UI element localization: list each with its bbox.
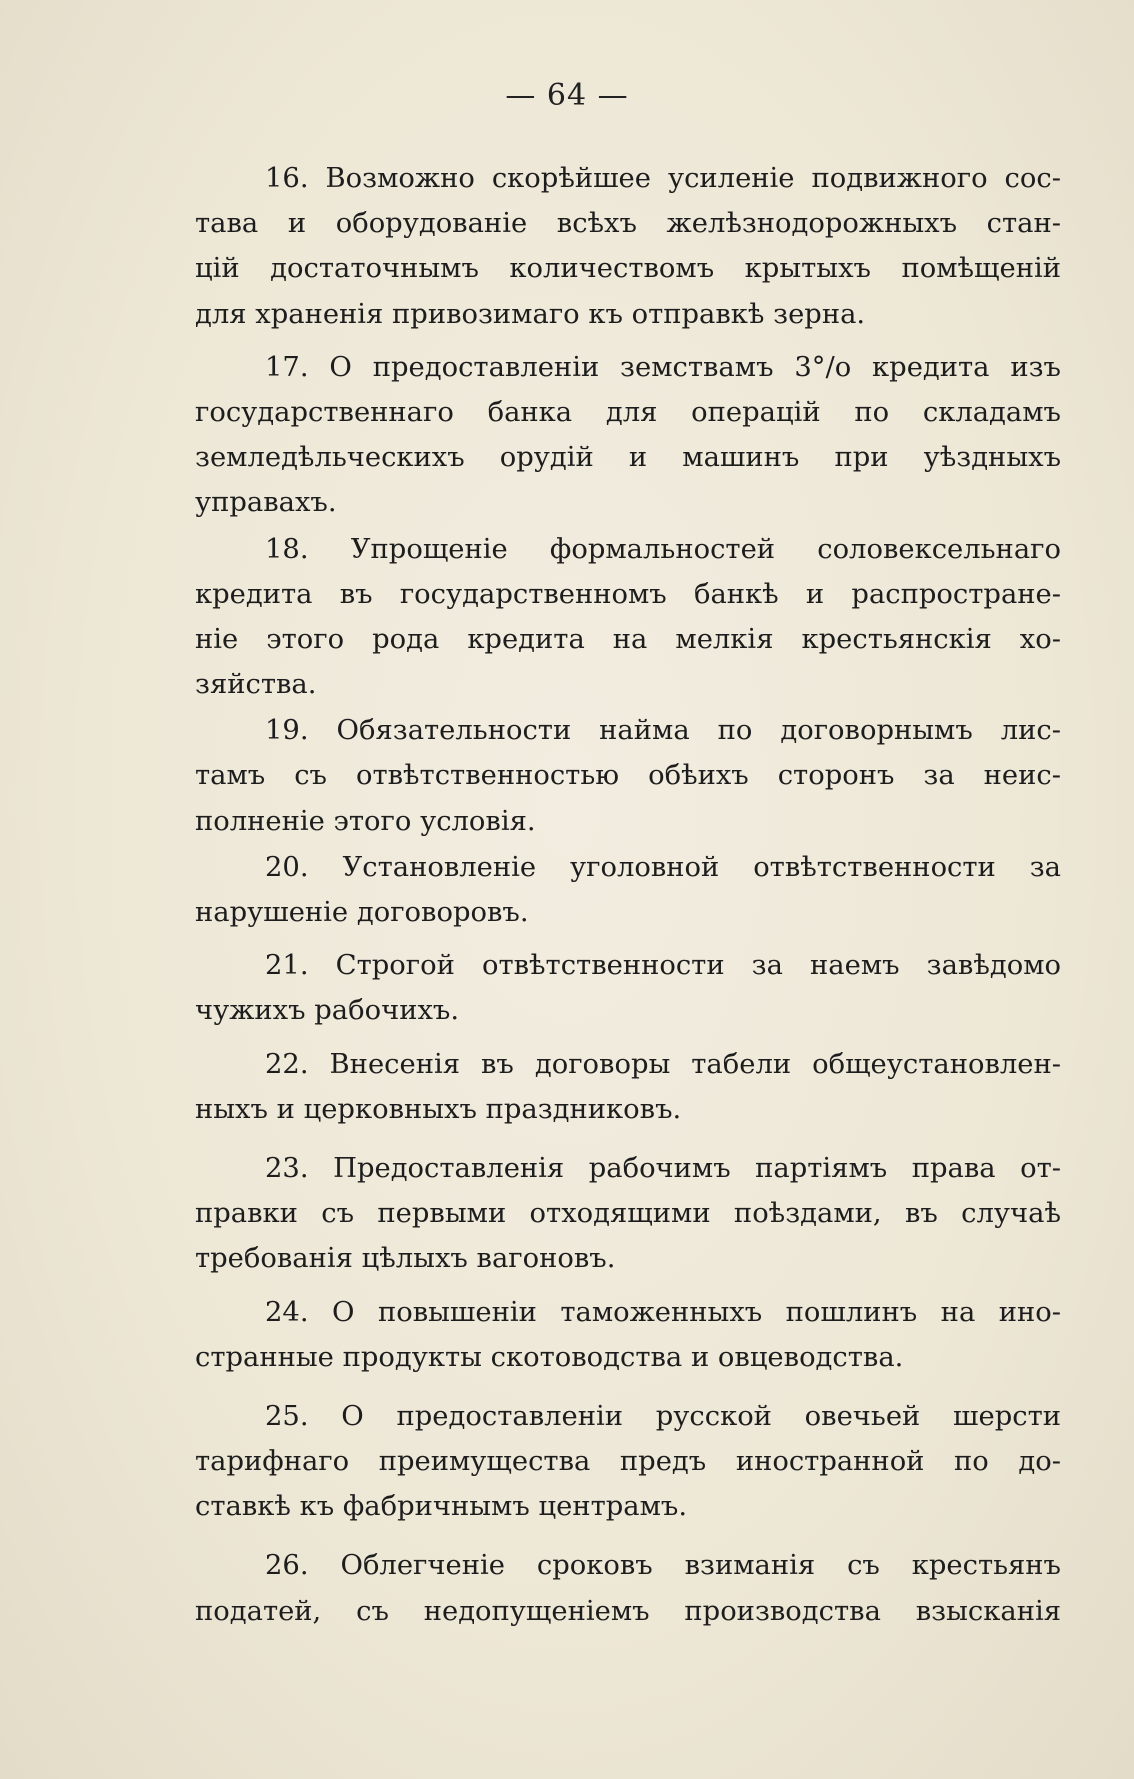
paragraph-20 [195, 845, 1061, 935]
text-line: управахъ. [195, 487, 337, 519]
text-line: 20. Установленіе уголовной отвѣтственности за [265, 851, 1061, 883]
paragraph-gap [195, 1132, 1061, 1146]
text-line: тава и оборудованіе всѣхъ желѣзнодорожныхъ стан- [195, 208, 1061, 240]
text-line: 23. Предоставленія рабочимъ партіямъ права от- [265, 1152, 1061, 1184]
paragraph-gap [195, 935, 1061, 943]
paragraph-gap [195, 1380, 1061, 1394]
text-line: цій достаточнымъ количествомъ крытыхъ помѣщеній [195, 253, 1061, 285]
text-line: чужихъ рабочихъ. [195, 995, 460, 1027]
text-line: 16. Возможно скорѣйшее усиленіе подвижного сос- [265, 163, 1061, 194]
text-line: 18. Упрощеніе формальностей соловексельнаго [265, 533, 1061, 565]
paragraph-gap [195, 1282, 1061, 1290]
text-line: 25. О предоставленіи русской овечьей шерсти [265, 1400, 1061, 1432]
text-line: 17. О предоставленіи земствамъ 3°/o кредита изъ [265, 351, 1061, 383]
paragraph-21 [195, 943, 1061, 1033]
paragraph-18 [195, 527, 1061, 708]
text-line: требованія цѣлыхъ вагоновъ. [195, 1243, 616, 1275]
text-line: ныхъ и церковныхъ праздниковъ. [195, 1093, 682, 1125]
paragraph-17 [195, 345, 1061, 526]
text-line: 24. О повышеніи таможенныхъ пошлинъ на ино- [265, 1296, 1061, 1328]
text-line: для храненія привозимаго къ отправкѣ зерна. [195, 298, 866, 330]
text-line: кредита въ государственномъ банкѣ и распростране- [195, 578, 1061, 610]
paragraph-26 [195, 1543, 1061, 1633]
text-line: земледѣльческихъ орудій и машинъ при уѣздныхъ [195, 442, 1061, 474]
page-number: — 64 — [505, 78, 629, 113]
text-line: странные продукты скотоводства и овцеводства. [195, 1341, 904, 1373]
text-line: 26. Облегченіе сроковъ взиманія съ крестьянъ [265, 1550, 1061, 1582]
text-line: правки съ первыми отходящими поѣздами, въ случаѣ [195, 1198, 1061, 1230]
text-line: 22. Внесенія въ договоры табели общеустановлен- [265, 1048, 1061, 1080]
text-line: тамъ съ отвѣтственностью обѣихъ сторонъ за неис- [195, 760, 1061, 792]
paragraph-gap [195, 1034, 1061, 1042]
text-line: ніе этого рода кредита на мелкія крестьянскія хо- [195, 623, 1061, 655]
paragraph-16 [195, 156, 1061, 337]
text-line: государственнаго банка для операцій по складамъ [195, 396, 1061, 428]
paragraph-19 [195, 708, 1061, 844]
text-line: полненіе этого условія. [195, 805, 536, 837]
text-line: 21. Строгой отвѣтственности за наемъ завѣдомо [265, 950, 1061, 982]
paragraph-24 [195, 1290, 1061, 1380]
paragraph-gap [195, 337, 1061, 345]
text-line: тарифнаго преимущества предъ иностранной по до- [195, 1446, 1061, 1478]
text-line: ставкѣ къ фабричнымъ центрамъ. [195, 1491, 688, 1523]
text-line: зяйства. [195, 669, 317, 701]
paragraph-gap [195, 1529, 1061, 1543]
text-line: 19. Обязательности найма по договорнымъ лис- [265, 715, 1061, 747]
paragraph-23 [195, 1146, 1061, 1282]
document-body [195, 156, 1061, 1634]
text-line: податей, съ недопущеніемъ производства взысканія [195, 1595, 1061, 1627]
paragraph-22 [195, 1042, 1061, 1132]
paragraph-25 [195, 1394, 1061, 1530]
text-line: нарушеніе договоровъ. [195, 897, 529, 928]
